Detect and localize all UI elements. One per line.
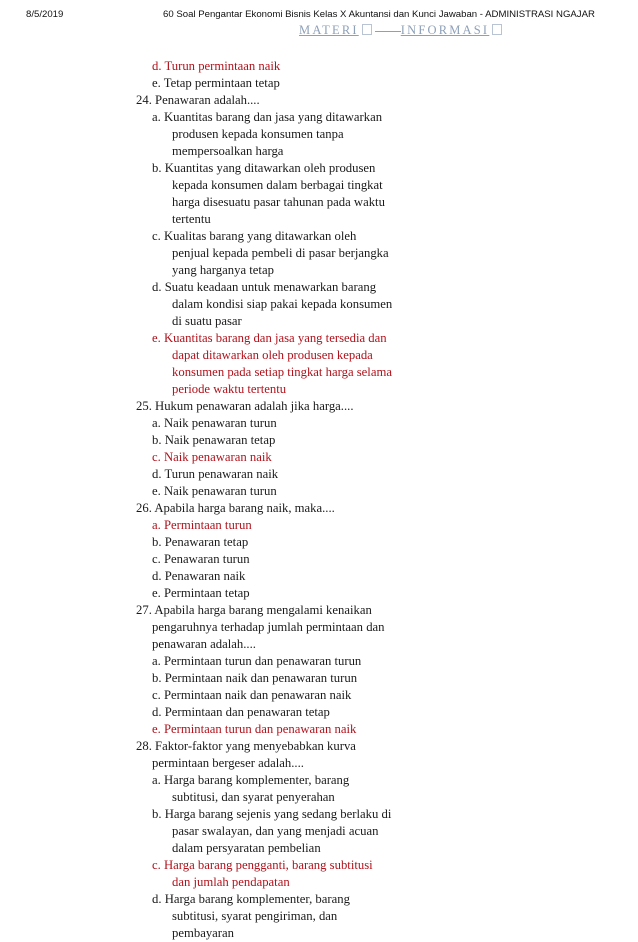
- option-line: a. Harga barang komplementer, barang: [152, 773, 350, 787]
- option-line: b. Naik penawaran tetap: [152, 433, 276, 447]
- option-line: a. Kuantitas barang dan jasa yang ditawarkan: [152, 110, 383, 124]
- print-title: 60 Soal Pengantar Ekonomi Bisnis Kelas X Akuntansi dan Kunci Jawaban - ADMINISTRASI NGAJAR: [163, 9, 595, 20]
- option-line: b. Permintaan naik dan penawaran turun: [152, 671, 358, 685]
- print-date: 8/5/2019: [26, 9, 64, 20]
- option-line: e. Permintaan tetap: [152, 586, 250, 600]
- option-line: tertentu: [172, 212, 211, 226]
- option-line: di suatu pasar: [172, 314, 242, 328]
- option-line: mempersoalkan harga: [172, 144, 284, 158]
- watermark-gap: [375, 30, 401, 32]
- option-line: yang harganya tetap: [172, 263, 274, 277]
- watermark-left: MATERI: [299, 23, 359, 37]
- option-line: d. Penawaran naik: [152, 569, 246, 583]
- option-line: b. Penawaran tetap: [152, 535, 249, 549]
- option-line: dalam persyaratan pembelian: [172, 841, 321, 855]
- watermark-right: INFORMASI: [400, 23, 490, 37]
- option-line: d. Suatu keadaan untuk menawarkan barang: [152, 280, 377, 294]
- question-25: 25. Hukum penawaran adalah jika harga....: [136, 399, 354, 413]
- answer-line: dapat ditawarkan oleh produsen kepada: [172, 348, 373, 362]
- question-26: 26. Apabila harga barang naik, maka....: [136, 501, 335, 515]
- option-line: harga disesuatu pasar tahunan pada waktu: [172, 195, 385, 209]
- question-line: permintaan bergeser adalah....: [152, 756, 304, 770]
- option-line: d. Harga barang komplementer, barang: [152, 892, 350, 906]
- option-line: a. Naik penawaran turun: [152, 416, 277, 430]
- option-line: b. Harga barang sejenis yang sedang berlaku di: [152, 807, 392, 821]
- watermark-box-icon: [492, 24, 502, 35]
- question-27: 27. Apabila harga barang mengalami kenaikan: [136, 603, 372, 617]
- answer-line: konsumen pada setiap tingkat harga selama: [172, 365, 392, 379]
- option-line: c. Penawaran turun: [152, 552, 250, 566]
- question-28: 28. Faktor-faktor yang menyebabkan kurva: [136, 739, 356, 753]
- option-line: subtitusi, syarat pengiriman, dan: [172, 909, 338, 923]
- option-line: produsen kepada konsumen tanpa: [172, 127, 344, 141]
- option-line: e. Tetap permintaan tetap: [152, 76, 280, 90]
- answer-line: a. Permintaan turun: [152, 518, 252, 532]
- answer-line: periode waktu tertentu: [172, 382, 287, 396]
- question-line: penawaran adalah....: [152, 637, 256, 651]
- option-line: penjual kepada pembeli di pasar berjangka: [172, 246, 389, 260]
- answer-line: e. Kuantitas barang dan jasa yang tersedia dan: [152, 331, 387, 345]
- option-line: c. Permintaan naik dan penawaran naik: [152, 688, 352, 702]
- question-line: pengaruhnya terhadap jumlah permintaan dan: [152, 620, 385, 634]
- answer-line: d. Turun permintaan naik: [152, 59, 281, 73]
- answer-line: c. Naik penawaran naik: [152, 450, 272, 464]
- option-line: pasar swalayan, dan yang menjadi acuan: [172, 824, 379, 838]
- option-line: pembayaran: [172, 926, 234, 940]
- option-line: kepada konsumen dalam berbagai tingkat: [172, 178, 383, 192]
- watermark-box-icon: [362, 24, 372, 35]
- option-line: b. Kuantitas yang ditawarkan oleh produsen: [152, 161, 376, 175]
- answer-line: c. Harga barang pengganti, barang subtitusi: [152, 858, 373, 872]
- option-line: c. Kualitas barang yang ditawarkan oleh: [152, 229, 357, 243]
- option-line: e. Naik penawaran turun: [152, 484, 277, 498]
- option-line: a. Permintaan turun dan penawaran turun: [152, 654, 362, 668]
- watermark: [299, 23, 505, 38]
- option-line: subtitusi, dan syarat penyerahan: [172, 790, 335, 804]
- answer-line: dan jumlah pendapatan: [172, 875, 290, 889]
- question-24: 24. Penawaran adalah....: [136, 93, 260, 107]
- option-line: d. Permintaan dan penawaran tetap: [152, 705, 330, 719]
- option-line: d. Turun penawaran naik: [152, 467, 279, 481]
- option-line: dalam kondisi siap pakai kepada konsumen: [172, 297, 393, 311]
- answer-line: e. Permintaan turun dan penawaran naik: [152, 722, 357, 736]
